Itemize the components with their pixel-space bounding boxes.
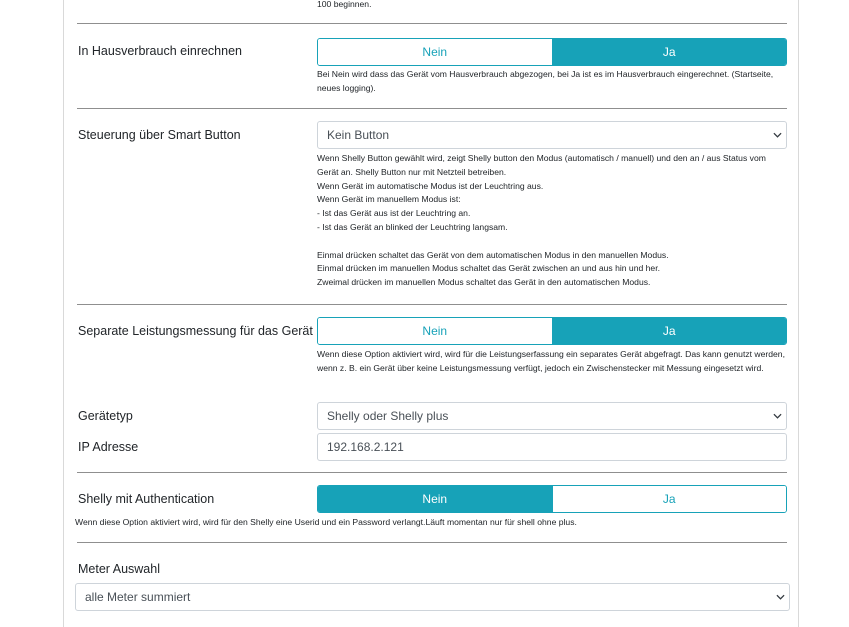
chevron-down-icon: [771, 584, 789, 610]
divider: [77, 542, 787, 543]
divider: [77, 304, 787, 305]
divider: [77, 108, 787, 109]
auth-help: Wenn diese Option aktiviert wird, wird für den Shelly eine Userid und ein Password verlangt.Läuft momentan nur für shell ohne plus.: [75, 517, 577, 527]
device-type-value: Shelly oder Shelly plus: [327, 409, 449, 423]
divider: [77, 23, 787, 24]
smart-button-select[interactable]: [317, 121, 787, 149]
right-frame-line: [798, 0, 799, 627]
smart-button-value: Kein Button: [327, 128, 390, 142]
chevron-down-icon: [768, 403, 786, 429]
house-consumption-ja-button[interactable]: Ja: [552, 39, 787, 65]
auth-label: Shelly mit Authentication: [78, 492, 215, 506]
ip-address-label: IP Adresse: [78, 440, 139, 454]
divider: [77, 472, 787, 473]
left-frame-line: [63, 0, 64, 627]
house-consumption-label: In Hausverbrauch einrechnen: [78, 44, 242, 58]
auth-nein-button[interactable]: Nein: [318, 486, 552, 512]
device-type-select[interactable]: [317, 402, 787, 430]
house-consumption-nein-button[interactable]: Nein: [318, 39, 552, 65]
meter-value: alle Meter summiert: [85, 590, 191, 604]
meter-label: Meter Auswahl: [78, 562, 160, 576]
separate-measurement-ja-button[interactable]: Ja: [552, 318, 787, 344]
auth-ja-button[interactable]: Ja: [552, 486, 787, 512]
ip-address-value: 192.168.2.121: [327, 440, 404, 454]
separate-measurement-label: Separate Leistungsmessung für das Gerät: [78, 324, 313, 338]
smart-button-label: Steuerung über Smart Button: [78, 128, 241, 142]
auth-toggle: [317, 485, 787, 513]
separate-measurement-toggle: [317, 317, 787, 345]
smart-button-help: Wenn Shelly Button gewählt wird, zeigt Shelly button den Modus (automatisch / manuell) und den an / aus Status vom Gerät an. Shelly Button nur mit Netzteil betreiben. Wenn Gerät im automatische Modus ist der Leuchtring aus. Wenn Gerät im manuellem Modus ist: - Ist das Gerät aus ist der Leuchtring an. - Ist das Gerät an blinked der Leuchtring langsam. Einmal drücken schaltet das Gerät von dem automatischen Modus in den manuellen Modus. Einmal drücken im manuellen Modus schaltet das Gerät zwischen an und aus hin und her. Zweimal drücken im manuellen Modus schaltet das Gerät in den automatischen Modus.: [317, 153, 766, 288]
ip-address-input[interactable]: [317, 433, 787, 461]
device-type-label: Gerätetyp: [78, 409, 133, 423]
top-help-text: 100 beginnen.: [317, 0, 372, 9]
house-consumption-toggle: [317, 38, 787, 66]
house-consumption-help: Bei Nein wird dass das Gerät vom Hausverbrauch abgezogen, bei Ja ist es im Hausverbrauch eingerechnet. (Startseite, neues logging).: [317, 69, 774, 93]
meter-select[interactable]: [75, 583, 790, 611]
separate-measurement-nein-button[interactable]: Nein: [318, 318, 552, 344]
chevron-down-icon: [768, 122, 786, 148]
separate-measurement-help: Wenn diese Option aktiviert wird, wird für die Leistungserfassung ein separates Gerät abgefragt. Das kann genutzt werden, wenn z. B. ein Gerät über keine Leistungsmessung verfügt, jedoch ein Zwischenstecker mit Messung eingesetzt wird.: [317, 349, 785, 373]
